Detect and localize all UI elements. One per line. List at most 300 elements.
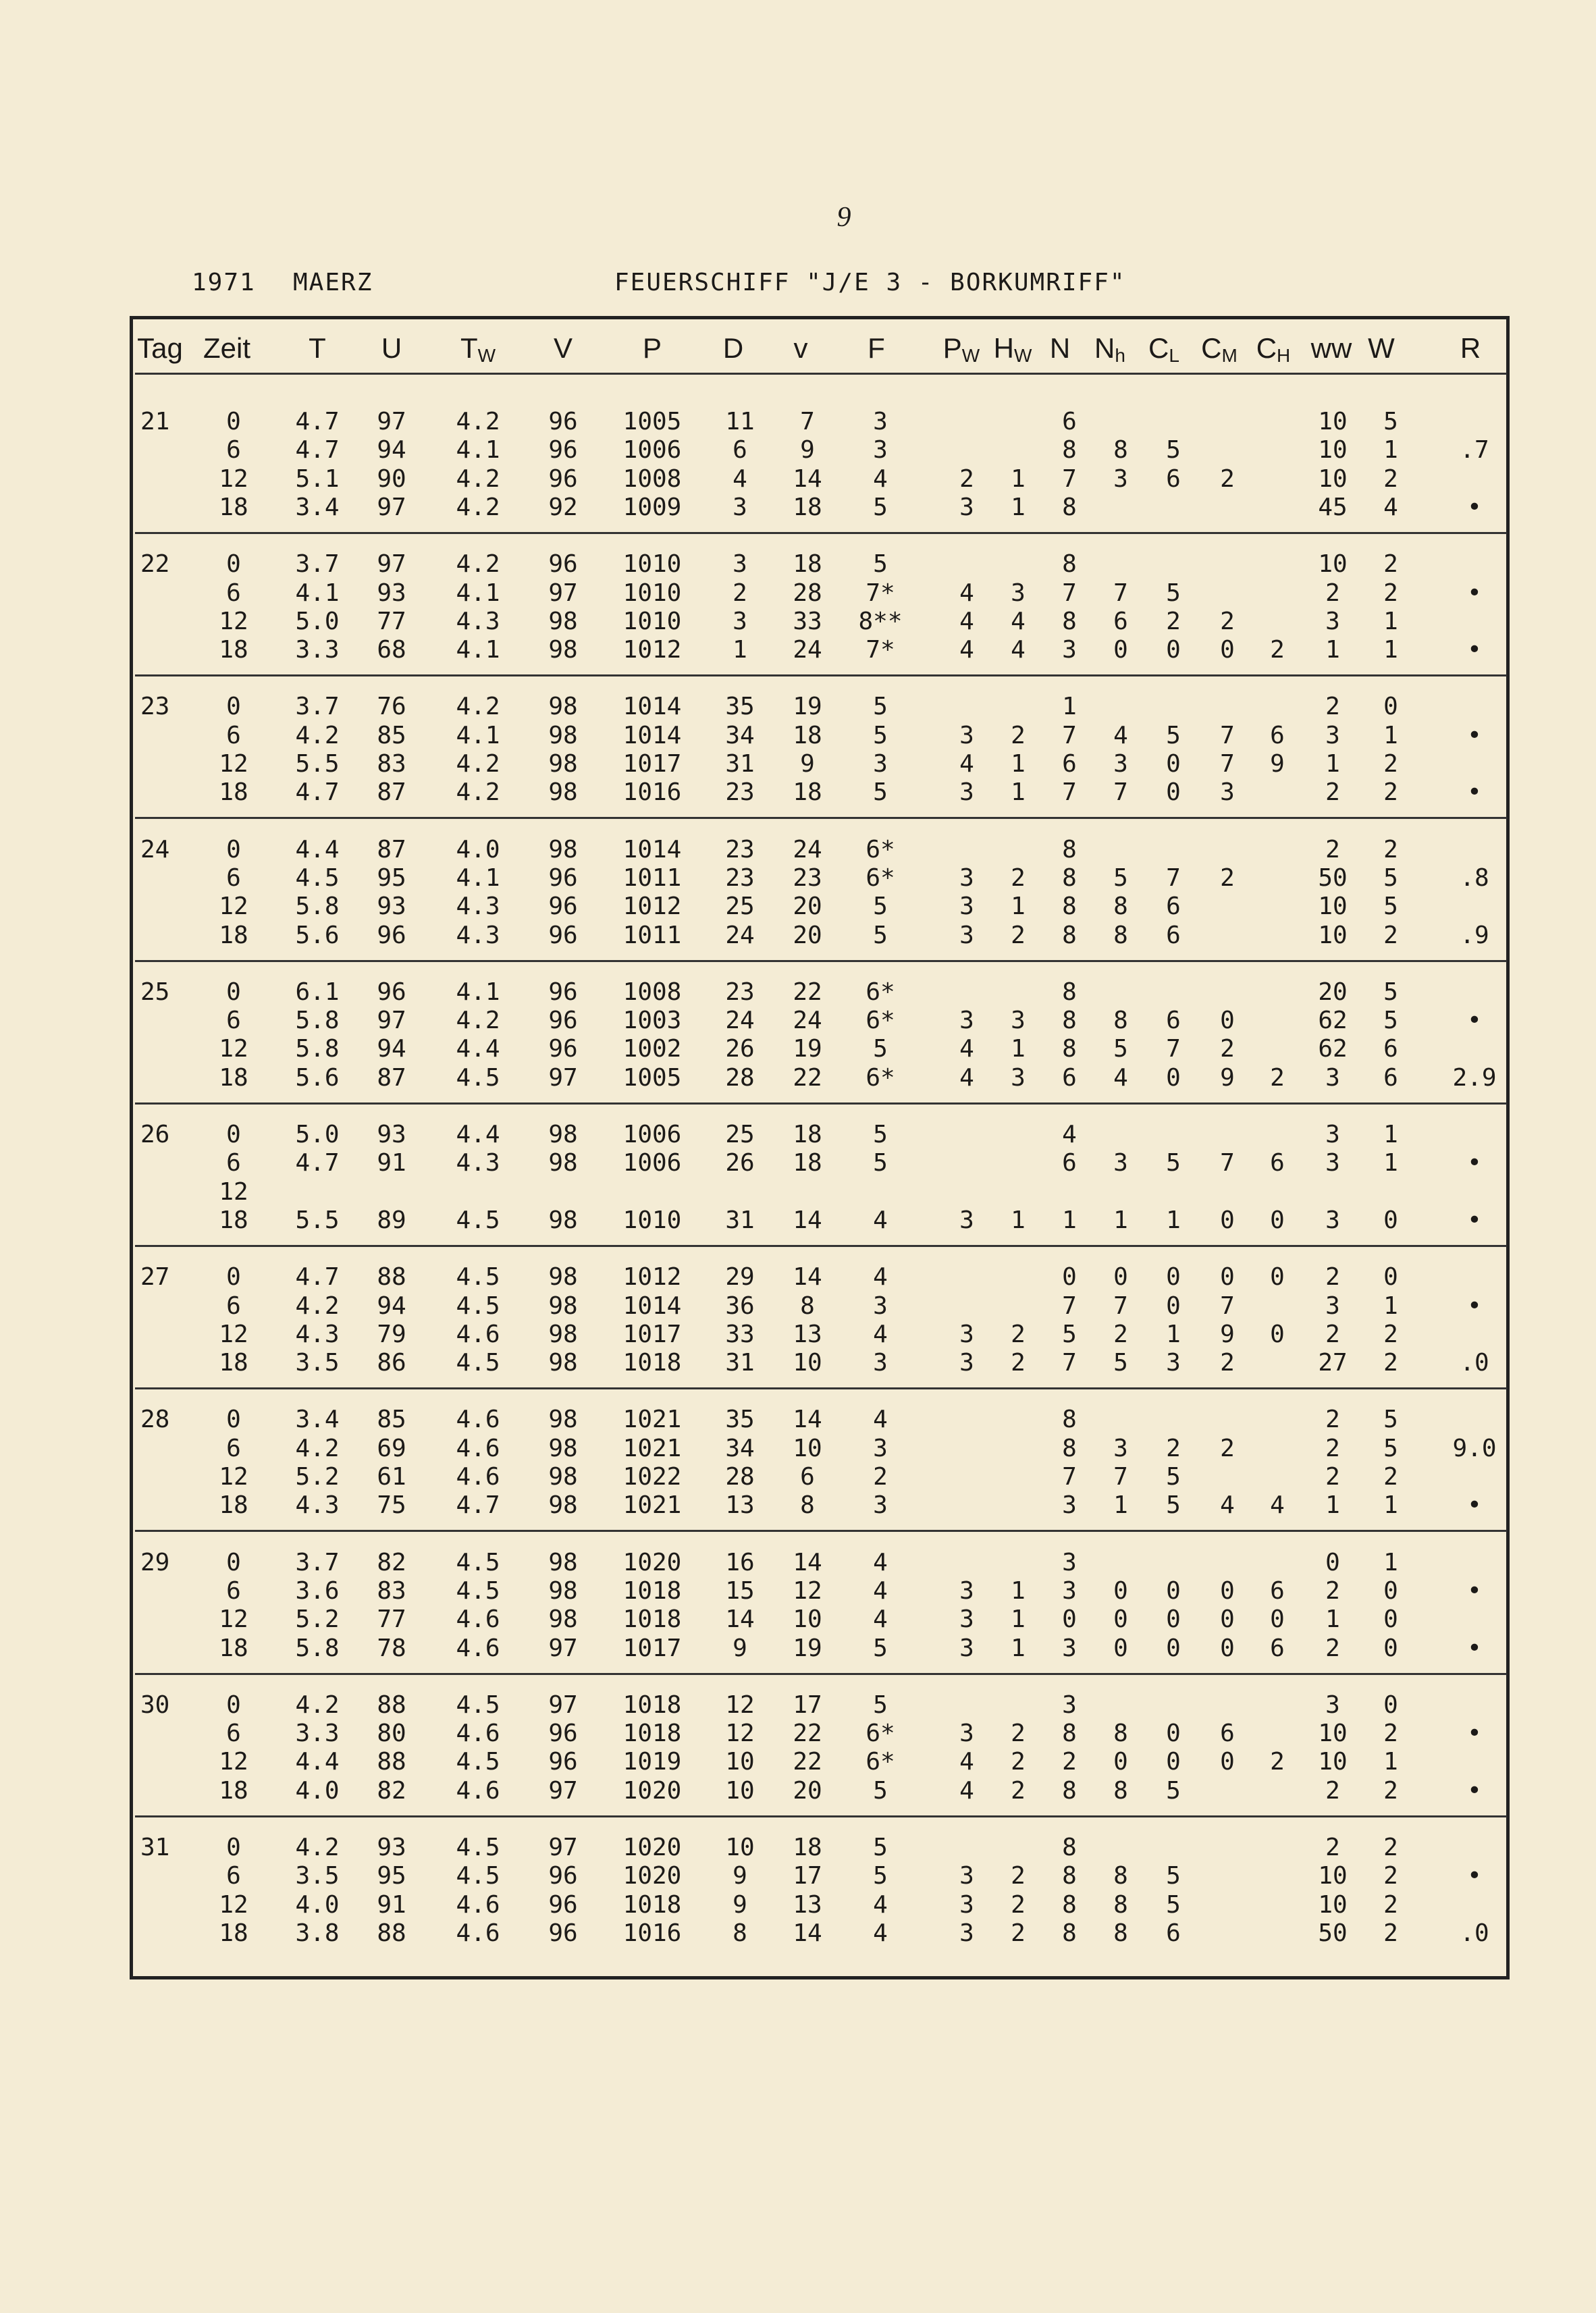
cell-v-upper: 98: [548, 750, 578, 778]
cell-f: 6*: [866, 1063, 895, 1092]
cell-v-lower: 22: [793, 1063, 822, 1092]
cell-d: 25: [725, 893, 755, 921]
cell-v-lower: 14: [793, 1206, 822, 1234]
cell-w: 1: [1383, 1491, 1398, 1520]
cell-p: 1018: [622, 1691, 682, 1719]
cell-v-upper: 96: [548, 1720, 578, 1748]
cell-pw: 3: [959, 1862, 974, 1890]
cell-ww: 10: [1318, 1890, 1348, 1919]
cell-t: 4.2: [295, 1691, 340, 1719]
cell-hw: 2: [1011, 1776, 1026, 1805]
cell-cl: 0: [1166, 750, 1181, 778]
cell-v-upper: 98: [548, 1206, 578, 1234]
cell-v-lower: 18: [793, 550, 822, 579]
cell-u: 88: [377, 1748, 406, 1776]
cell-tw: 4.2: [456, 550, 500, 579]
cell-r: •: [1467, 1149, 1482, 1177]
cell-n: 6: [1062, 408, 1077, 435]
cell-d: 12: [725, 1720, 755, 1748]
cell-n: 8: [1062, 1862, 1077, 1890]
cell-ww: 10: [1318, 921, 1348, 949]
cell-t: 5.1: [295, 464, 340, 493]
header-v-lower: v: [793, 332, 808, 364]
cell-u: 86: [377, 1349, 406, 1377]
cell-w: 1: [1383, 436, 1398, 464]
group-separator: [135, 1387, 1507, 1389]
cell-zeit: 0: [226, 550, 241, 579]
cell-d: 4: [733, 464, 747, 493]
group-separator: [135, 532, 1507, 534]
cell-v-upper: 98: [548, 1491, 578, 1520]
cell-ww: 3: [1325, 1691, 1340, 1719]
cell-cm: 7: [1220, 1149, 1235, 1177]
cell-hw: 3: [1011, 1007, 1026, 1035]
cell-tw: 4.1: [456, 579, 500, 607]
cell-cm: 0: [1220, 1206, 1235, 1234]
header-ww: ww: [1310, 332, 1352, 364]
cell-cm: 9: [1220, 1320, 1235, 1348]
cell-w: 5: [1383, 1406, 1398, 1434]
cell-t: 4.2: [295, 1292, 340, 1320]
cell-v-upper: 98: [548, 636, 578, 664]
cell-cm: 6: [1220, 1720, 1235, 1748]
cell-zeit: 0: [226, 1834, 241, 1861]
cell-nh: 8: [1113, 1720, 1128, 1748]
cell-f: 4: [873, 1206, 888, 1234]
cell-ww: 1: [1325, 1605, 1340, 1634]
cell-tw: 4.1: [456, 436, 500, 464]
cell-tw: 4.4: [456, 1121, 500, 1148]
cell-n: 8: [1062, 436, 1077, 464]
cell-n: 8: [1062, 1890, 1077, 1919]
cell-hw: 2: [1011, 921, 1026, 949]
cell-ww: 2: [1325, 1834, 1340, 1861]
day-number: 26: [140, 1121, 170, 1148]
cell-u: 94: [377, 1292, 406, 1320]
cell-n: 8: [1062, 1035, 1077, 1063]
cell-pw: 3: [959, 778, 974, 807]
cell-w: 1: [1383, 1292, 1398, 1320]
header-cl: $C_L$: [1148, 332, 1179, 366]
cell-f: 8**: [858, 607, 903, 635]
cell-w: 1: [1383, 1548, 1398, 1576]
cell-u: 77: [377, 1605, 406, 1634]
cell-u: 90: [377, 464, 406, 493]
cell-t: 4.0: [295, 1890, 340, 1919]
cell-ww: 10: [1318, 1862, 1348, 1890]
cell-f: 5: [873, 1834, 888, 1861]
cell-d: 31: [725, 750, 755, 778]
cell-v-upper: 96: [548, 978, 578, 1006]
cell-pw: 4: [959, 636, 974, 664]
cell-f: 5: [873, 921, 888, 949]
cell-ww: 3: [1325, 1121, 1340, 1148]
cell-tw: 4.5: [456, 1576, 500, 1605]
cell-tw: 4.5: [456, 1862, 500, 1890]
cell-u: 83: [377, 750, 406, 778]
cell-t: 4.7: [295, 778, 340, 807]
cell-ww: 50: [1318, 863, 1348, 892]
header-zeit: Zeit: [203, 332, 251, 364]
cell-d: 23: [725, 778, 755, 807]
cell-cl: 1: [1166, 1206, 1181, 1234]
cell-v-upper: 96: [548, 1007, 578, 1035]
cell-v-lower: 9: [800, 436, 815, 464]
cell-tw: 4.4: [456, 1035, 500, 1063]
cell-u: 82: [377, 1548, 406, 1576]
cell-zeit: 0: [226, 978, 241, 1006]
cell-v-upper: 98: [548, 1320, 578, 1348]
cell-u: 91: [377, 1890, 406, 1919]
cell-tw: 4.5: [456, 1206, 500, 1234]
cell-t: 4.3: [295, 1320, 340, 1348]
day-number: 27: [140, 1263, 170, 1292]
cell-tw: 4.2: [456, 1007, 500, 1035]
cell-nh: 2: [1113, 1320, 1128, 1348]
cell-cm: 2: [1220, 1434, 1235, 1462]
cell-u: 87: [377, 1063, 406, 1092]
cell-cm: 7: [1220, 750, 1235, 778]
cell-f: 3: [873, 436, 888, 464]
cell-d: 10: [725, 1776, 755, 1805]
cell-v-lower: 19: [793, 1035, 822, 1063]
cell-d: 24: [725, 1007, 755, 1035]
cell-n: 0: [1062, 1605, 1077, 1634]
cell-zeit: 6: [226, 1576, 241, 1605]
cell-ww: 2: [1325, 1434, 1340, 1462]
cell-tw: 4.6: [456, 1634, 500, 1662]
cell-v-upper: 96: [548, 1748, 578, 1776]
cell-v-upper: 96: [548, 1890, 578, 1919]
cell-nh: 7: [1113, 778, 1128, 807]
cell-v-lower: 20: [793, 1776, 822, 1805]
day-number: 25: [140, 978, 170, 1006]
cell-nh: 0: [1113, 1263, 1128, 1292]
cell-d: 9: [733, 1862, 747, 1890]
cell-w: 2: [1383, 1320, 1398, 1348]
cell-pw: 3: [959, 1206, 974, 1234]
cell-cl: 5: [1166, 1776, 1181, 1805]
cell-u: 96: [377, 978, 406, 1006]
cell-u: 88: [377, 1263, 406, 1292]
cell-cl: 6: [1166, 893, 1181, 921]
cell-d: 28: [725, 1463, 755, 1491]
cell-t: 4.7: [295, 408, 340, 435]
cell-cl: 5: [1166, 1149, 1181, 1177]
cell-p: 1016: [622, 1919, 682, 1947]
cell-p: 1018: [622, 1349, 682, 1377]
group-separator: [135, 1102, 1507, 1105]
cell-cl: 6: [1166, 921, 1181, 949]
cell-ww: 10: [1318, 464, 1348, 493]
cell-w: 1: [1383, 1748, 1398, 1776]
cell-v-upper: 96: [548, 436, 578, 464]
cell-u: 69: [377, 1434, 406, 1462]
cell-ww: 45: [1318, 493, 1348, 521]
cell-p: 1006: [622, 436, 682, 464]
cell-ww: 2: [1325, 1320, 1340, 1348]
cell-zeit: 18: [219, 636, 248, 664]
cell-p: 1018: [622, 1890, 682, 1919]
cell-nh: 0: [1113, 1576, 1128, 1605]
cell-p: 1008: [622, 978, 682, 1006]
cell-w: 5: [1383, 1007, 1398, 1035]
cell-v-lower: 9: [800, 750, 815, 778]
cell-f: 4: [873, 1919, 888, 1947]
cell-f: 2: [873, 1463, 888, 1491]
cell-u: 79: [377, 1320, 406, 1348]
cell-v-lower: 19: [793, 1634, 822, 1662]
cell-d: 31: [725, 1349, 755, 1377]
cell-v-lower: 17: [793, 1862, 822, 1890]
cell-d: 25: [725, 1121, 755, 1148]
cell-f: 5: [873, 1035, 888, 1063]
cell-p: 1014: [622, 721, 682, 749]
cell-cm: 0: [1220, 1263, 1235, 1292]
cell-r: •: [1467, 1206, 1482, 1234]
cell-cl: 5: [1166, 1491, 1181, 1520]
cell-tw: 4.5: [456, 1263, 500, 1292]
cell-w: 6: [1383, 1035, 1398, 1063]
cell-zeit: 6: [226, 1149, 241, 1177]
cell-p: 1021: [622, 1491, 682, 1520]
cell-n: 6: [1062, 750, 1077, 778]
cell-ww: 3: [1325, 607, 1340, 635]
cell-n: 8: [1062, 607, 1077, 635]
cell-u: 95: [377, 1862, 406, 1890]
cell-n: 7: [1062, 778, 1077, 807]
cell-n: 8: [1062, 1834, 1077, 1861]
cell-p: 1011: [622, 921, 682, 949]
cell-w: 5: [1383, 408, 1398, 435]
cell-ch: 6: [1270, 1576, 1285, 1605]
cell-v-lower: 10: [793, 1349, 822, 1377]
cell-cl: 0: [1166, 1576, 1181, 1605]
cell-n: 7: [1062, 1292, 1077, 1320]
cell-d: 29: [725, 1263, 755, 1292]
cell-t: 3.7: [295, 693, 340, 721]
cell-nh: 5: [1113, 1349, 1128, 1377]
cell-cl: 0: [1166, 636, 1181, 664]
cell-f: 4: [873, 1605, 888, 1634]
cell-v-upper: 96: [548, 921, 578, 949]
cell-ww: 62: [1318, 1035, 1348, 1063]
cell-t: 5.6: [295, 921, 340, 949]
cell-cl: 5: [1166, 1862, 1181, 1890]
cell-f: 4: [873, 1263, 888, 1292]
cell-zeit: 18: [219, 1491, 248, 1520]
cell-cm: 0: [1220, 1007, 1235, 1035]
cell-ww: 10: [1318, 1720, 1348, 1748]
cell-n: 8: [1062, 493, 1077, 521]
cell-hw: 1: [1011, 1605, 1026, 1634]
cell-d: 11: [725, 408, 755, 435]
cell-w: 1: [1383, 1149, 1398, 1177]
cell-p: 1017: [622, 1320, 682, 1348]
cell-n: 7: [1062, 1349, 1077, 1377]
cell-t: 3.5: [295, 1349, 340, 1377]
cell-t: 4.2: [295, 1434, 340, 1462]
year: 1971: [192, 269, 256, 296]
cell-cm: 3: [1220, 778, 1235, 807]
cell-zeit: 12: [219, 1463, 248, 1491]
cell-v-lower: 24: [793, 636, 822, 664]
cell-t: 3.4: [295, 493, 340, 521]
cell-tw: 4.6: [456, 1720, 500, 1748]
cell-n: 8: [1062, 921, 1077, 949]
document-title: FEUERSCHIFF "J/E 3 - BORKUMRIFF": [614, 269, 1126, 296]
cell-u: 87: [377, 778, 406, 807]
cell-cl: 1: [1166, 1320, 1181, 1348]
cell-n: 1: [1062, 1206, 1077, 1234]
cell-d: 12: [725, 1691, 755, 1719]
cell-v-upper: 96: [548, 1919, 578, 1947]
cell-t: 4.3: [295, 1491, 340, 1520]
cell-tw: 4.1: [456, 636, 500, 664]
cell-zeit: 0: [226, 835, 241, 863]
cell-f: 3: [873, 1349, 888, 1377]
cell-d: 26: [725, 1035, 755, 1063]
cell-r: .9: [1460, 921, 1489, 949]
cell-tw: 4.5: [456, 1691, 500, 1719]
cell-v-upper: 96: [548, 550, 578, 579]
cell-ww: 20: [1318, 978, 1348, 1006]
cell-cl: 6: [1166, 464, 1181, 493]
cell-t: 3.4: [295, 1406, 340, 1434]
cell-d: 34: [725, 1434, 755, 1462]
cell-v-lower: 13: [793, 1320, 822, 1348]
cell-ww: 10: [1318, 436, 1348, 464]
cell-u: 93: [377, 893, 406, 921]
cell-v-lower: 18: [793, 493, 822, 521]
cell-cm: 0: [1220, 1605, 1235, 1634]
cell-n: 7: [1062, 1463, 1077, 1491]
header-nh: $N_h$: [1094, 332, 1125, 366]
header-t: T: [309, 332, 326, 364]
cell-t: 5.6: [295, 1063, 340, 1092]
cell-pw: 4: [959, 1748, 974, 1776]
cell-p: 1009: [622, 493, 682, 521]
cell-tw: 4.3: [456, 607, 500, 635]
cell-w: 2: [1383, 835, 1398, 863]
month: MAERZ: [293, 269, 373, 296]
cell-tw: 4.5: [456, 1548, 500, 1576]
cell-tw: 4.7: [456, 1491, 500, 1520]
cell-pw: 4: [959, 1776, 974, 1805]
cell-hw: 2: [1011, 721, 1026, 749]
cell-zeit: 6: [226, 436, 241, 464]
cell-w: 5: [1383, 1434, 1398, 1462]
cell-zeit: 0: [226, 1263, 241, 1292]
cell-nh: 0: [1113, 1748, 1128, 1776]
header-hw: $H_W$: [993, 332, 1032, 366]
cell-tw: 4.6: [456, 1605, 500, 1634]
cell-w: 0: [1383, 1691, 1398, 1719]
cell-v-lower: 22: [793, 1748, 822, 1776]
cell-n: 4: [1062, 1121, 1077, 1148]
cell-v-lower: 20: [793, 893, 822, 921]
cell-ww: 0: [1325, 1548, 1340, 1576]
cell-r: •: [1467, 636, 1482, 664]
cell-f: 6*: [866, 1007, 895, 1035]
cell-hw: 2: [1011, 1320, 1026, 1348]
cell-nh: 7: [1113, 1292, 1128, 1320]
cell-f: 7*: [866, 636, 895, 664]
cell-v-lower: 19: [793, 693, 822, 721]
cell-d: 2: [733, 579, 747, 607]
cell-d: 16: [725, 1548, 755, 1576]
cell-r: .0: [1460, 1349, 1489, 1377]
cell-cm: 0: [1220, 1634, 1235, 1662]
group-separator: [135, 1815, 1507, 1817]
cell-p: 1020: [622, 1834, 682, 1861]
cell-f: 5: [873, 550, 888, 579]
cell-t: 5.2: [295, 1463, 340, 1491]
cell-t: 4.2: [295, 1834, 340, 1861]
cell-ww: 2: [1325, 1776, 1340, 1805]
cell-n: 7: [1062, 464, 1077, 493]
cell-nh: 8: [1113, 1007, 1128, 1035]
header-ch: $C_H$: [1256, 332, 1291, 366]
cell-hw: 2: [1011, 1919, 1026, 1947]
cell-w: 2: [1383, 778, 1398, 807]
cell-tw: 4.1: [456, 863, 500, 892]
header-f: F: [868, 332, 885, 364]
cell-ww: 2: [1325, 835, 1340, 863]
cell-cm: 2: [1220, 464, 1235, 493]
cell-v-upper: 96: [548, 408, 578, 435]
cell-n: 3: [1062, 1548, 1077, 1576]
cell-ww: 3: [1325, 1206, 1340, 1234]
cell-v-lower: 10: [793, 1434, 822, 1462]
cell-r: •: [1467, 1007, 1482, 1035]
group-separator: [135, 817, 1507, 819]
group-separator: [135, 674, 1507, 676]
cell-n: 8: [1062, 1776, 1077, 1805]
cell-d: 24: [725, 921, 755, 949]
cell-pw: 4: [959, 1063, 974, 1092]
cell-w: 0: [1383, 1634, 1398, 1662]
cell-v-lower: 7: [800, 408, 815, 435]
cell-t: 3.3: [295, 636, 340, 664]
cell-pw: 2: [959, 464, 974, 493]
cell-ww: 2: [1325, 1463, 1340, 1491]
cell-zeit: 6: [226, 1720, 241, 1748]
cell-u: 61: [377, 1463, 406, 1491]
cell-nh: 7: [1113, 1463, 1128, 1491]
cell-zeit: 18: [219, 1206, 248, 1234]
cell-d: 9: [733, 1890, 747, 1919]
cell-p: 1012: [622, 893, 682, 921]
cell-p: 1020: [622, 1548, 682, 1576]
cell-ch: 0: [1270, 1206, 1285, 1234]
cell-hw: 2: [1011, 863, 1026, 892]
cell-f: 3: [873, 408, 888, 435]
cell-f: 5: [873, 693, 888, 721]
cell-cl: 5: [1166, 579, 1181, 607]
cell-n: 8: [1062, 978, 1077, 1006]
cell-t: 5.8: [295, 893, 340, 921]
cell-pw: 4: [959, 750, 974, 778]
cell-p: 1022: [622, 1463, 682, 1491]
header-d: D: [722, 332, 744, 364]
cell-cl: 5: [1166, 721, 1181, 749]
cell-ww: 10: [1318, 1748, 1348, 1776]
cell-w: 2: [1383, 1919, 1398, 1947]
cell-v-lower: 13: [793, 1890, 822, 1919]
cell-cl: 7: [1166, 863, 1181, 892]
cell-d: 15: [725, 1576, 755, 1605]
